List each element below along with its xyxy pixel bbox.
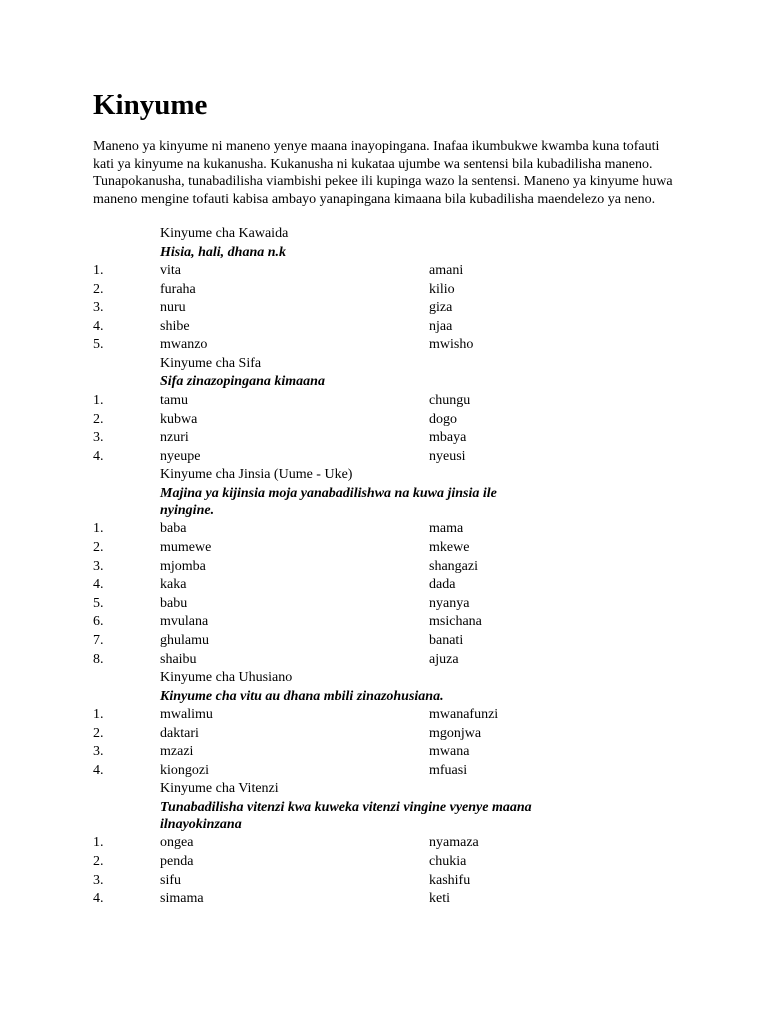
opposite-word: amani xyxy=(429,263,464,278)
word: nuru xyxy=(160,300,186,316)
list-item xyxy=(93,853,683,872)
opposite-word: chungu xyxy=(429,392,471,408)
list-item xyxy=(93,743,683,762)
opposite-word: mgonjwa xyxy=(429,725,482,741)
word: furaha xyxy=(160,281,196,297)
section-description: Kinyume cha vitu au dhana mbili zinazohusiana. xyxy=(160,688,444,704)
word: mwanzo xyxy=(160,337,208,353)
word: vita xyxy=(160,263,181,278)
word: shibe xyxy=(160,318,190,334)
list-item xyxy=(93,558,683,577)
section-description: Majina ya kijinsia moja yanabadilishwa na kuwa jinsia ile nyingine. xyxy=(160,485,497,518)
word: shaibu xyxy=(160,651,197,667)
list-item xyxy=(93,613,683,632)
list-item xyxy=(93,318,683,337)
list-number: 8. xyxy=(93,651,104,667)
word: daktari xyxy=(160,725,199,741)
list-item xyxy=(93,281,683,300)
section-title: Kinyume cha Kawaida xyxy=(160,226,289,241)
list-number: 5. xyxy=(93,337,104,353)
list-item xyxy=(93,632,683,651)
word: mzazi xyxy=(160,744,194,760)
list-number: 1. xyxy=(93,707,104,723)
list-item xyxy=(93,411,683,430)
section-title: Kinyume cha Jinsia (Uume - Uke) xyxy=(160,467,353,483)
sections-container xyxy=(93,225,683,909)
list-number: 3. xyxy=(93,744,104,760)
section-description: Tunabadilisha vitenzi kwa kuweka vitenzi vingine vyenye maana ilnayokinzana xyxy=(160,799,532,832)
opposite-word: mwana xyxy=(429,744,470,760)
opposite-word: kashifu xyxy=(429,872,471,888)
list-item xyxy=(93,520,683,539)
word: kiongozi xyxy=(160,762,209,778)
list-item xyxy=(93,762,683,781)
section-description: Sifa zinazopingana kimaana xyxy=(160,374,325,390)
opposite-word: njaa xyxy=(429,318,453,334)
word: kaka xyxy=(160,577,187,593)
opposite-word: msichana xyxy=(429,614,482,630)
section-description: Hisia, hali, dhana n.k xyxy=(160,244,287,260)
list-number: 2. xyxy=(93,411,104,427)
opposite-word: nyanya xyxy=(429,595,470,611)
list-item xyxy=(93,392,683,411)
word: ghulamu xyxy=(160,632,209,648)
list-item xyxy=(93,651,683,670)
opposite-word: dada xyxy=(429,577,456,593)
list-item xyxy=(93,595,683,614)
list-item xyxy=(93,262,683,281)
word: mjomba xyxy=(160,558,206,574)
opposite-word: mfuasi xyxy=(429,762,468,778)
word: mvulana xyxy=(160,614,209,630)
list-number: 4. xyxy=(93,577,104,593)
opposite-word: banati xyxy=(429,632,464,648)
list-number: 3. xyxy=(93,300,104,316)
list-item xyxy=(93,336,683,355)
section-title: Kinyume cha Uhusiano xyxy=(160,670,293,686)
opposite-word: mama xyxy=(429,521,464,537)
section xyxy=(93,466,683,669)
list-number: 5. xyxy=(93,595,104,611)
list-item xyxy=(93,872,683,891)
list-number: 1. xyxy=(93,521,104,537)
opposite-word: keti xyxy=(429,891,450,907)
section-title: Kinyume cha Vitenzi xyxy=(160,781,279,797)
opposite-word: mwisho xyxy=(429,337,474,353)
word: kubwa xyxy=(160,411,198,427)
opposite-word: shangazi xyxy=(429,558,478,574)
list-item xyxy=(93,890,683,909)
word: tamu xyxy=(160,392,188,408)
list-number: 3. xyxy=(93,872,104,888)
opposite-word: mkewe xyxy=(429,539,470,555)
word: babu xyxy=(160,595,188,611)
word: baba xyxy=(160,521,187,537)
list-number: 2. xyxy=(93,281,104,297)
opposite-word: mwanafunzi xyxy=(429,707,499,723)
list-item xyxy=(93,725,683,744)
word: nyeupe xyxy=(160,448,201,464)
opposite-word: kilio xyxy=(429,281,455,297)
opposite-word: mbaya xyxy=(429,430,467,446)
list-number: 3. xyxy=(93,558,104,574)
list-number: 1. xyxy=(93,392,104,408)
opposite-word: ajuza xyxy=(429,651,459,667)
list-number: 2. xyxy=(93,854,104,870)
list-number: 6. xyxy=(93,614,104,630)
list-item xyxy=(93,299,683,318)
word: mwalimu xyxy=(160,707,213,723)
list-number: 7. xyxy=(93,632,104,648)
word: penda xyxy=(160,854,194,870)
word: mumewe xyxy=(160,539,212,555)
list-number: 2. xyxy=(93,539,104,555)
opposite-word: dogo xyxy=(429,411,457,427)
section xyxy=(93,669,683,780)
intro-paragraph: Maneno ya kinyume ni maneno yenye maana inayopingana. Inafaa ikumbukwe kwamba kuna tofauti kati ya kinyume na kukanusha. Kukanusha ni kukataa ujumbe wa sentensi bila kubadilisha maneno. Tunapokanusha, tunabadilisha viambishi pekee ili kupinga wazo la sentensi. Maneno ya kinyume huwa maneno mengine tofauti kabisa ambayo yanapingana kimaana bila kubadilisha maendelezo ya neno. xyxy=(93,139,673,207)
list-number: 4. xyxy=(93,448,104,464)
word: nzuri xyxy=(160,430,189,446)
section xyxy=(93,225,683,355)
word: sifu xyxy=(160,872,181,888)
list-number: 3. xyxy=(93,430,104,446)
list-number: 4. xyxy=(93,891,104,907)
page-title: Kinyume xyxy=(93,89,208,121)
list-number: 1. xyxy=(93,263,104,278)
list-item xyxy=(93,539,683,558)
section-title: Kinyume cha Sifa xyxy=(160,355,262,371)
opposite-word: nyeusi xyxy=(429,448,466,464)
list-number: 2. xyxy=(93,725,104,741)
word: simama xyxy=(160,891,204,907)
opposite-word: giza xyxy=(429,300,453,316)
opposite-word: nyamaza xyxy=(429,835,479,851)
section xyxy=(93,355,683,466)
list-item xyxy=(93,706,683,725)
list-item xyxy=(93,448,683,467)
document-page xyxy=(93,88,683,909)
section xyxy=(93,780,683,908)
list-number: 1. xyxy=(93,835,104,851)
word: ongea xyxy=(160,835,194,851)
list-number: 4. xyxy=(93,318,104,334)
list-item xyxy=(93,429,683,448)
opposite-word: chukia xyxy=(429,854,467,870)
list-number: 4. xyxy=(93,762,104,778)
list-item xyxy=(93,576,683,595)
list-item xyxy=(93,834,683,853)
